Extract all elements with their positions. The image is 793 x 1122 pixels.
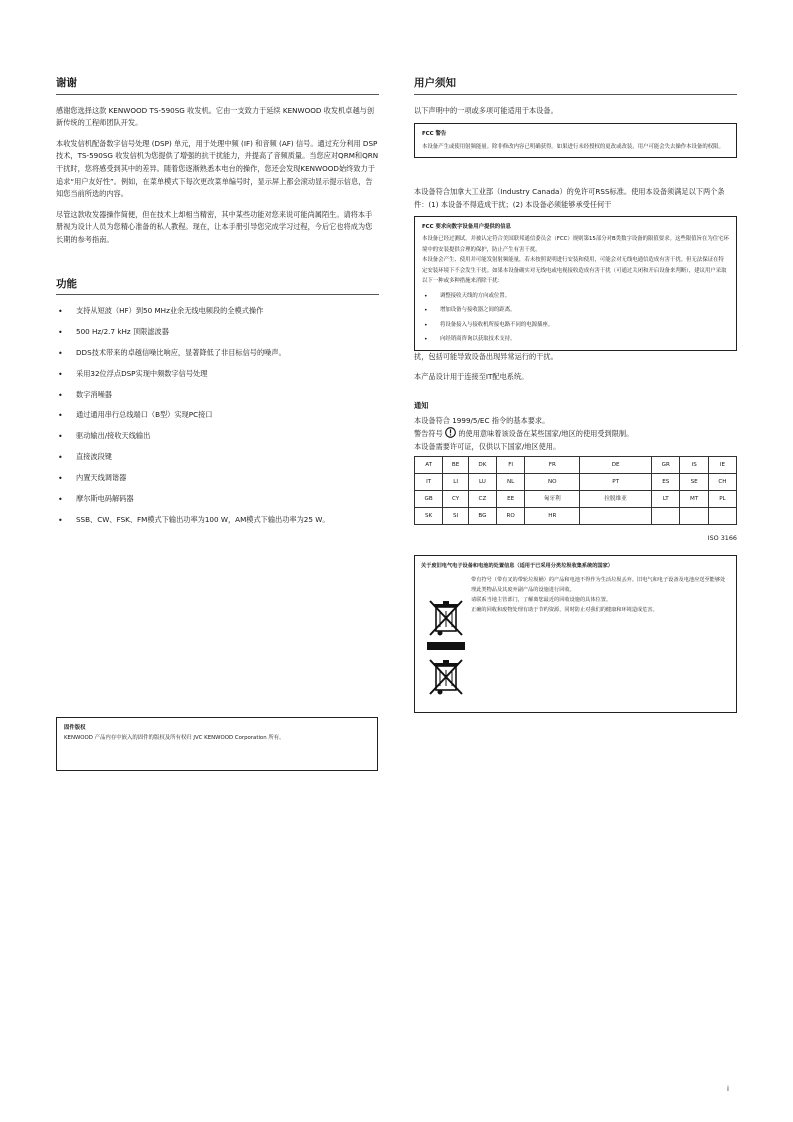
weee-text-2: 请联系当地主管部门，了解离您最近的回收设施的具体位置。	[471, 597, 612, 604]
crossed-bin-icon	[428, 656, 464, 696]
country-cell: SK	[415, 508, 443, 525]
fcc-info-paragraph-1: 本设备已经过测试，并被认定符合美国联邦通信委员会（FCC）规则第15部分对B类数字设备的限值要求。这些限值旨在为住宅环境中的安装提供合理的保护，防止产生有害干扰。	[422, 236, 729, 253]
feature-item: • 直接波段键	[56, 451, 379, 463]
country-cell: SI	[443, 508, 469, 525]
weee-icons	[421, 575, 471, 696]
weee-title: 关于废旧电气电子设备和电池的处置信息（适用于已采用分类垃圾收集系统的国家）	[421, 562, 613, 569]
weee-text	[471, 575, 730, 696]
country-cell: NO	[525, 474, 580, 491]
feature-item: • DDS技术带来的卓越信噪比响应，显著降低了非目标信号的噪声。	[56, 347, 379, 359]
thanks-paragraph-3: 尽管这款收发器操作简便，但在技术上却相当精密，其中某些功能对您来说可能尚属陌生。请将本手册视为设计人员为您精心准备的私人教程。现在，让本手册引导您完成学习过程，今后它也将成为您长期的参考指南。	[56, 209, 373, 245]
country-cell: DE	[580, 457, 652, 474]
weee-text-1: 带有符号（带有叉的带轮垃圾桶）的产品和电池不得作为生活垃圾丢弃。旧电气和电子设备及电池应送至能够处理此类物品及其废弃副产品的设施进行回收。	[471, 576, 726, 593]
country-cell: 拉脱维亚	[580, 491, 652, 508]
feature-item: • 数字消噪器	[56, 389, 379, 401]
fcc-info-title: FCC 要求向数字设备用户提供的信息	[422, 223, 511, 230]
country-cell: PT	[580, 474, 652, 491]
fcc-measure-item: • 增加设备与接收器之间的距离。	[422, 305, 729, 316]
country-cell: NL	[496, 474, 525, 491]
country-row	[415, 457, 737, 474]
feature-item: • 驱动输出/接收天线输出	[56, 430, 379, 442]
fcc-info-paragraph-2: 本设备会产生、使用并可能发射射频能量，若未按照说明进行安装和使用，可能会对无线电通信造成有害干扰。但无法保证在特定安装环境下不会发生干扰。如果本设备确实对无线电或电视接收造成有害干扰（可通过关闭和开启设备来判断），建议用户采取以下一种或多种措施来消除干扰：	[422, 257, 727, 285]
firmware-title: 固件版权	[64, 725, 86, 731]
country-table	[414, 456, 737, 525]
country-cell: 匈牙利	[525, 491, 580, 508]
fcc-measure-item: • 将设备接入与接收机所接电路不同的电源插座。	[422, 320, 729, 331]
thanks-paragraph-2: 本收发信机配备数字信号处理 (DSP) 单元，用于处理中频 (IF) 和音频 (AF) 信号。通过充分利用 DSP 技术，TS-590SG 收发信机为您提供了增强的抗干扰能力，并提高了音频质量。当您应对QRM和QRN干扰时，您将感受到其中的差异。随着您逐渐熟悉本电台的操作，您还会发现KENWOOD始终致力于追求“用户友好性”。例如，在菜单模式下每次更改菜单编号时，显示屏上都会滚动显示提示信息，告知您当前所选的内容。	[56, 138, 379, 199]
feature-item: • 采用32位浮点DSP实现中频数字信号处理	[56, 368, 379, 380]
country-cell	[680, 508, 708, 525]
country-cell: LT	[652, 491, 680, 508]
iso-code-label: ISO 3166	[707, 534, 737, 543]
weee-text-3: 正确的回收和废物处理有助于节约资源，同时防止对我们的健康和环境造成危害。	[471, 607, 658, 614]
notification-line-3: 本设备需要许可证，仅供以下国家/地区使用。	[414, 441, 561, 451]
thanks-heading: 谢谢	[56, 76, 379, 95]
country-cell: GR	[652, 457, 680, 474]
country-cell: CY	[443, 491, 469, 508]
right-column	[414, 76, 737, 713]
country-cell: HR	[525, 508, 580, 525]
feature-item: • 通过通用串行总线端口（B型）实现PC接口	[56, 409, 379, 421]
country-cell: CH	[708, 474, 736, 491]
country-row	[415, 508, 737, 525]
country-cell: AT	[415, 457, 443, 474]
crossed-bin-icon	[428, 597, 464, 637]
notification-line-1: 本设备符合 1999/5/EC 指令的基本要求。	[414, 415, 550, 425]
country-cell: ES	[652, 474, 680, 491]
country-cell: CZ	[468, 491, 496, 508]
country-cell: MT	[680, 491, 708, 508]
country-cell: GB	[415, 491, 443, 508]
feature-item: • 摩尔斯电码解码器	[56, 493, 379, 505]
fcc-warning-text: 本设备产生或使用射频能量。除非修改内容已明确获得。如果进行未经授权的更改或改装，用户可能会失去操作本设备的权限。	[422, 143, 724, 150]
notification-line-2	[414, 427, 737, 441]
country-cell: LI	[443, 474, 469, 491]
country-cell: FR	[525, 457, 580, 474]
country-cell: BG	[468, 508, 496, 525]
features-heading: 功能	[56, 277, 379, 296]
thanks-paragraph-1: 感谢您选择这款 KENWOOD TS-590SG 收发机。它由一支致力于延续 KENWOOD 收发机卓越与创新传统的工程师团队开发。	[56, 105, 375, 128]
country-cell	[580, 508, 652, 525]
country-cell: DK	[468, 457, 496, 474]
country-cell: BE	[443, 457, 469, 474]
fcc-warning-box	[414, 123, 737, 158]
country-cell: SE	[680, 474, 708, 491]
country-cell: IS	[680, 457, 708, 474]
country-cell: IT	[415, 474, 443, 491]
fcc-measures-list	[422, 291, 729, 345]
fcc-measure-item: • 向经销商咨询以获取技术支持。	[422, 334, 729, 345]
feature-item: • 内置天线调谐器	[56, 472, 379, 484]
country-cell: EE	[496, 491, 525, 508]
black-bar-icon	[427, 642, 465, 650]
page-number: i	[727, 1085, 729, 1093]
country-row	[415, 491, 737, 508]
feature-item: • 支持从短波（HF）到50 MHz业余无线电频段的全模式操作	[56, 305, 379, 317]
weee-disposal-box	[414, 555, 737, 713]
left-column	[56, 76, 379, 534]
feature-item: • 500 Hz/2.7 kHz 顶限滤波器	[56, 326, 379, 338]
notice-heading: 用户须知	[414, 76, 737, 95]
country-row	[415, 474, 737, 491]
country-cell	[652, 508, 680, 525]
country-cell	[708, 508, 736, 525]
firmware-text: KENWOOD 产品内存中嵌入的固件的版权及所有权归 JVC KENWOOD Corporation 所有。	[64, 735, 285, 742]
country-cell: PL	[708, 491, 736, 508]
alert-icon	[445, 427, 456, 438]
notification-section	[414, 400, 737, 545]
country-cell: RO	[496, 508, 525, 525]
notification-line-2-pre: 警告符号	[414, 429, 443, 439]
notice-intro: 以下声明中的一项或多项可能适用于本设备。	[414, 105, 558, 115]
country-cell: IE	[708, 457, 736, 474]
country-cell: FI	[496, 457, 525, 474]
weee-body	[421, 575, 730, 696]
fcc-measure-item: • 调整接收天线的方向或位置。	[422, 291, 729, 302]
features-list	[56, 305, 379, 526]
notification-line-2-post: 的使用意味着该设备在某些国家/地区的使用受到限制。	[458, 429, 634, 439]
canada-statement-continued: 扰，包括可能导致设备出现异常运行的干扰。	[414, 351, 558, 361]
fcc-warning-title: FCC 警告	[422, 131, 447, 138]
notification-title: 通知	[414, 401, 429, 411]
feature-item: • SSB、CW、FSK、FM模式下输出功率为100 W，AM模式下输出功率为25 W。	[56, 514, 379, 526]
canada-statement: 本设备符合加拿大工业部（Industry Canada）的免许可RSS标准。使用本设备须满足以下两个条件：(1) 本设备不得造成干扰；(2) 本设备必须能够承受任何干	[414, 187, 725, 209]
it-power-statement: 本产品设计用于连接至IT配电系统。	[414, 372, 529, 382]
firmware-copyright-box	[56, 717, 378, 771]
fcc-info-box	[414, 216, 737, 351]
country-cell: LU	[468, 474, 496, 491]
